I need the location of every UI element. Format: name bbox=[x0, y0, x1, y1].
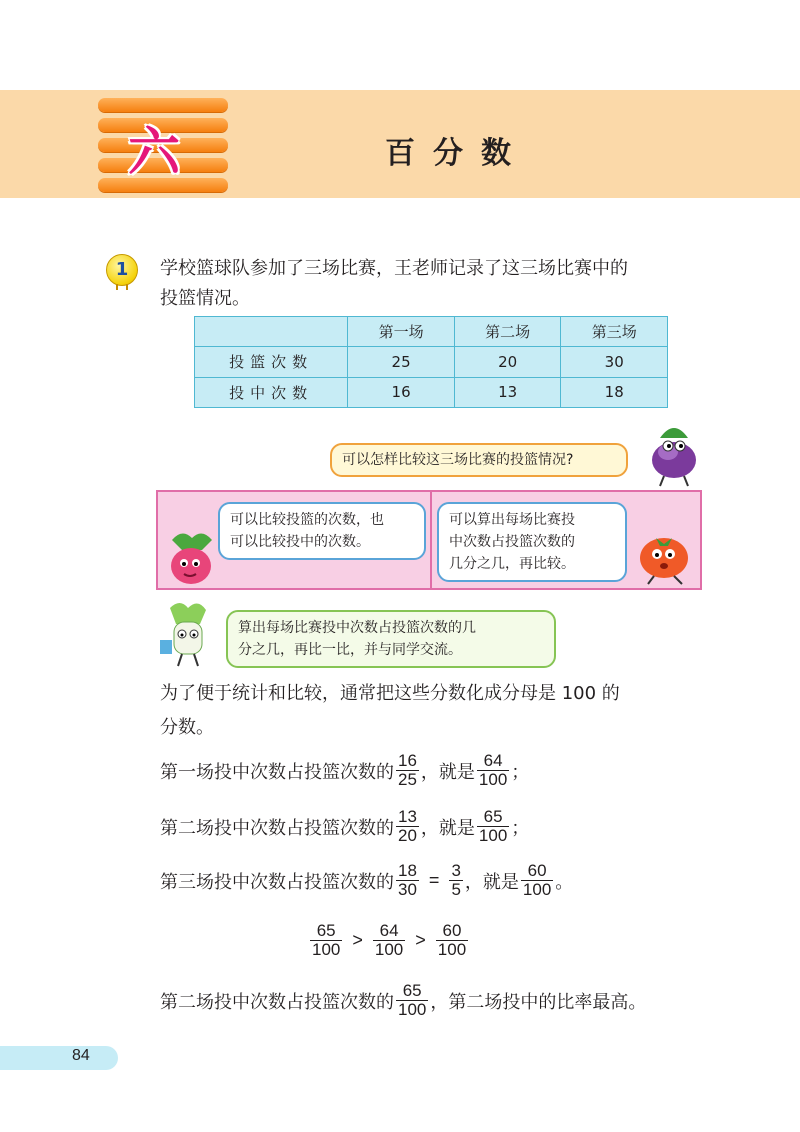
table-column-header: 第三场 bbox=[561, 317, 668, 347]
radish-speech-line: 可以比较投中的次数。 bbox=[230, 534, 370, 550]
explanation-line2: 分数。 bbox=[160, 717, 214, 738]
tomato-character-icon bbox=[630, 524, 698, 586]
cabbage-speech-line: 算出每场比赛投中次数占投篮次数的几 bbox=[238, 620, 476, 636]
table-row bbox=[195, 347, 668, 377]
shooting-data-table bbox=[194, 316, 668, 408]
chapter-title: 百分数 bbox=[385, 136, 529, 171]
tomato-speech-line: 中次数占投篮次数的 bbox=[449, 534, 575, 550]
tomato-speech-bubble bbox=[437, 502, 627, 582]
table-cell: 20 bbox=[454, 347, 561, 377]
table-cell: 18 bbox=[561, 377, 668, 407]
problem-intro-line2: 投篮情况。 bbox=[160, 288, 250, 309]
table-corner-cell bbox=[195, 317, 348, 347]
table-header-row bbox=[195, 317, 668, 347]
explanation-line1: 为了便于统计和比较，通常把这些分数化成分母是 100 的 bbox=[160, 683, 620, 704]
radish-speech-bubble bbox=[218, 502, 426, 560]
fraction: $\frac{64}{100}$ bbox=[374, 921, 404, 959]
eggplant-character-icon bbox=[640, 408, 706, 488]
problem-intro-line1: 学校篮球队参加了三场比赛，王老师记录了这三场比赛中的 bbox=[160, 258, 628, 279]
table-column-header: 第二场 bbox=[454, 317, 561, 347]
game3-ratio-line: 第三场投中次数占投篮次数的 $\frac{18}{30}$ = $\frac{3}{5}$ ，就是 $\frac{60}{100}$ 。 bbox=[160, 861, 574, 899]
conclusion-line: 第二场投中次数占投篮次数的 $\frac{65}{100}$ ，第二场投中的比率最高。 bbox=[160, 981, 647, 1019]
table-row-label: 投中次数 bbox=[195, 377, 348, 407]
fraction: $\frac{65}{100}$ bbox=[398, 981, 427, 1019]
table-row bbox=[195, 377, 668, 407]
table-cell: 16 bbox=[348, 377, 455, 407]
game2-ratio-line: 第二场投中次数占投篮次数的 $\frac{13}{20}$ ，就是 $\frac{65}{100}$ ； bbox=[160, 807, 530, 845]
radish-character-icon bbox=[162, 530, 220, 586]
cabbage-speech-line: 分之几，再比一比，并与同学交流。 bbox=[238, 642, 462, 658]
table-column-header: 第一场 bbox=[348, 317, 455, 347]
cabbage-character-icon bbox=[156, 598, 220, 668]
tomato-speech-line: 几分之几，再比较。 bbox=[449, 556, 575, 572]
page-number-tab bbox=[0, 1046, 118, 1070]
table-cell: 13 bbox=[454, 377, 561, 407]
fraction: $\frac{18}{30}$ bbox=[398, 861, 417, 899]
fraction: $\frac{3}{5}$ bbox=[451, 861, 461, 899]
problem-number-badge: 1 bbox=[106, 254, 138, 286]
cabbage-speech-bubble bbox=[226, 610, 556, 668]
fraction: $\frac{60}{100}$ bbox=[437, 921, 467, 959]
fraction: $\frac{65}{100}$ bbox=[478, 807, 508, 845]
fraction-comparison: $\frac{65}{100}$ > $\frac{64}{100}$ > $\frac{60}{100}$ bbox=[312, 921, 467, 959]
page-number: 84 bbox=[72, 1047, 90, 1064]
game1-ratio-line: 第一场投中次数占投篮次数的 $\frac{16}{25}$ ，就是 $\frac{64}{100}$ ； bbox=[160, 751, 530, 789]
eggplant-speech-bubble bbox=[330, 443, 628, 477]
radish-speech-line: 可以比较投篮的次数，也 bbox=[230, 512, 384, 528]
fraction: $\frac{65}{100}$ bbox=[312, 921, 341, 959]
tomato-speech-line: 可以算出每场比赛投 bbox=[449, 512, 575, 528]
fraction: $\frac{64}{100}$ bbox=[478, 751, 508, 789]
chapter-number: 六 bbox=[128, 123, 181, 183]
table-row-label: 投篮次数 bbox=[195, 347, 348, 377]
fraction: $\frac{60}{100}$ bbox=[522, 861, 552, 899]
eggplant-speech-text: 可以怎样比较这三场比赛的投篮情况? bbox=[342, 452, 574, 468]
fraction: $\frac{16}{25}$ bbox=[398, 751, 417, 789]
table-cell: 30 bbox=[561, 347, 668, 377]
table-cell: 25 bbox=[348, 347, 455, 377]
fraction: $\frac{13}{20}$ bbox=[398, 807, 417, 845]
